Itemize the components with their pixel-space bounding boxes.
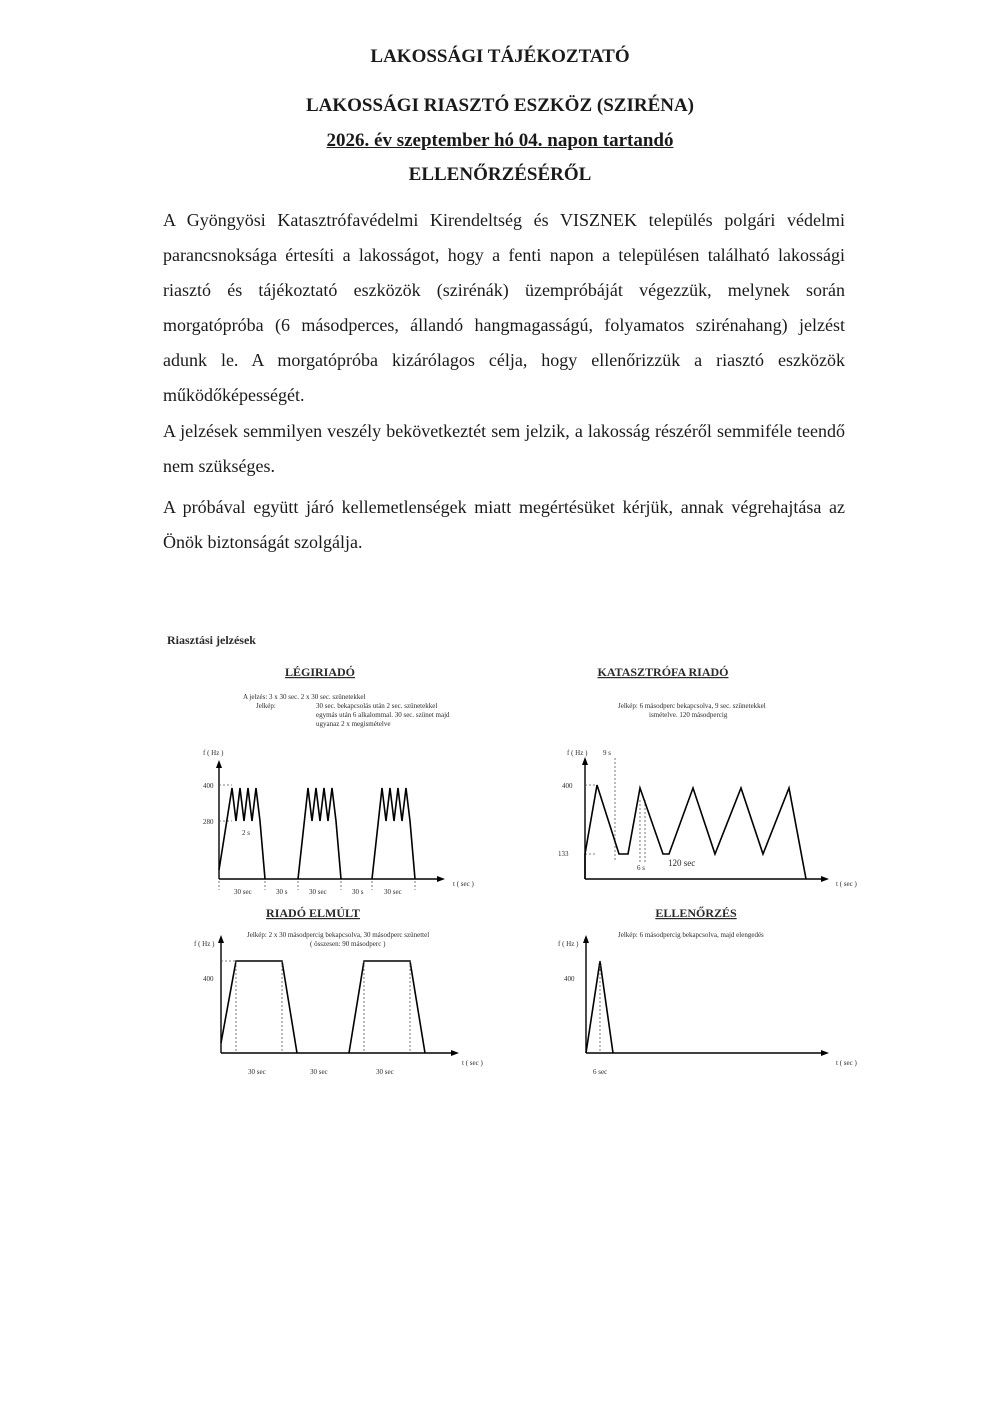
signals-section-title: Riasztási jelzések bbox=[167, 633, 256, 647]
subject-line: ELLENŐRZÉSÉRŐL bbox=[408, 164, 592, 185]
legiriado-desc-3: 30 sec. bekapcsolás után 2 sec. szünetekkel bbox=[316, 702, 438, 710]
ellenorzes-axis-f: f ( Hz ) bbox=[558, 940, 579, 948]
katasztrofa-diagram bbox=[558, 665, 857, 888]
riado-elmult-x-arrow bbox=[451, 1050, 459, 1056]
ellenorzes-wave bbox=[586, 961, 613, 1053]
legiriado-axis-f: f ( Hz ) bbox=[203, 749, 224, 757]
katasztrofa-desc-2: ismételve. 120 másodpercig bbox=[649, 711, 728, 719]
ellenorzes-x-label-1: 6 sec bbox=[593, 1068, 608, 1076]
riado-elmult-desc-1: Jelkép: 2 x 30 másodpercig bekapcsolva, 30 másodperc szünettel bbox=[247, 931, 430, 939]
paragraph-no-danger: A jelzések semmilyen veszély bekövetkeztét sem jelzik, a lakosság részéről semmiféle teendő nem szükséges. bbox=[163, 421, 845, 476]
legiriado-y-400: 400 bbox=[203, 782, 214, 790]
legiriado-x-label-4: 30 s bbox=[352, 888, 364, 896]
riado-elmult-axis-t: t ( sec ) bbox=[462, 1059, 483, 1067]
riado-elmult-x-label-3: 30 sec bbox=[376, 1068, 394, 1076]
signal-diagrams bbox=[0, 600, 1000, 1100]
riado-elmult-diagram bbox=[194, 906, 483, 1076]
ellenorzes-title: ELLENŐRZÉS bbox=[655, 906, 737, 920]
legiriado-y-280: 280 bbox=[203, 818, 214, 826]
katasztrofa-axis-t: t ( sec ) bbox=[836, 880, 857, 888]
katasztrofa-y-400: 400 bbox=[562, 782, 573, 790]
ellenorzes-x-arrow bbox=[821, 1050, 829, 1056]
katasztrofa-note-9s: 9 s bbox=[603, 749, 611, 757]
legiriado-x-label-2: 30 s bbox=[276, 888, 288, 896]
riado-elmult-axis-f: f ( Hz ) bbox=[194, 940, 215, 948]
ellenorzes-diagram bbox=[558, 905, 857, 1076]
katasztrofa-y-133: 133 bbox=[558, 850, 569, 858]
katasztrofa-y-arrow bbox=[582, 757, 588, 765]
legiriado-desc-4: egymás után 6 alkalommal. 30 sec. szünet majd bbox=[316, 711, 450, 719]
katasztrofa-title: KATASZTRÓFA RIADÓ bbox=[597, 665, 729, 679]
legiriado-desc-5: ugyanaz 2 x megismételve bbox=[316, 720, 391, 728]
riado-elmult-x-label-1: 30 sec bbox=[248, 1068, 266, 1076]
katasztrofa-note-6s: 6 s bbox=[637, 864, 645, 872]
katasztrofa-axis-f: f ( Hz ) bbox=[567, 749, 588, 757]
riado-elmult-y-arrow bbox=[218, 935, 224, 943]
paragraph-intro: A Gyöngyösi Katasztrófavédelmi Kirendeltség és VISZNEK település polgári védelmi parancsnoksága értesíti a lakosságot, hogy a fenti napon a településen található lakossági riasztó és tájékoztató eszközök (szirénák) üzempróbáját végezzük, melynek során morgatópróba (6 másodperces, állandó hangmagasságú, folyamatos szirénahang) jelzést adunk le. A morgatópróba kizárólagos célja, hogy ellenőrizzük a riasztó eszközök működőképességét. bbox=[163, 210, 845, 405]
ellenorzes-y-arrow bbox=[583, 935, 589, 943]
riado-elmult-desc-2: ( összesen: 90 másodperc ) bbox=[310, 940, 386, 948]
legiriado-y-arrow bbox=[216, 760, 222, 768]
riado-elmult-y-400: 400 bbox=[203, 975, 214, 983]
legiriado-x-label-5: 30 sec bbox=[384, 888, 402, 896]
legiriado-x-label-3: 30 sec bbox=[309, 888, 327, 896]
legiriado-x-label-1: 30 sec bbox=[234, 888, 252, 896]
legiriado-wave-2 bbox=[298, 788, 341, 879]
legiriado-note-2s: 2 s bbox=[242, 829, 250, 837]
ellenorzes-y-400: 400 bbox=[564, 975, 575, 983]
riado-elmult-title: RIADÓ ELMÚLT bbox=[266, 906, 360, 920]
legiriado-axis-t: t ( sec ) bbox=[453, 880, 474, 888]
katasztrofa-desc-1: Jelkép: 6 másodperc bekapcsolva, 9 sec. szünetekkel bbox=[618, 702, 766, 710]
legiriado-wave-3 bbox=[372, 788, 415, 879]
ellenorzes-desc-1: Jelkép: 6 másodpercig bekapcsolva, majd elengedés bbox=[618, 931, 764, 939]
katasztrofa-x-arrow bbox=[821, 876, 829, 882]
katasztrofa-note-120: 120 sec bbox=[668, 858, 696, 868]
riado-elmult-x-label-2: 30 sec bbox=[310, 1068, 328, 1076]
legiriado-x-arrow bbox=[437, 876, 445, 882]
riado-elmult-wave-1 bbox=[221, 961, 297, 1053]
paragraph-apology: A próbával együtt járó kellemetlenségek miatt megértésüket kérjük, annak végrehajtása az Önök biztonságát szolgálja. bbox=[163, 497, 845, 552]
riado-elmult-wave-2 bbox=[349, 961, 425, 1053]
legiriado-desc-2: Jelkép: bbox=[256, 702, 276, 710]
notice-title: LAKOSSÁGI TÁJÉKOZTATÓ bbox=[370, 46, 630, 67]
katasztrofa-wave bbox=[585, 785, 806, 879]
legiriado-title: LÉGIRIADÓ bbox=[284, 665, 356, 679]
device-title: LAKOSSÁGI RIASZTÓ ESZKÖZ (SZIRÉNA) bbox=[305, 95, 695, 116]
legiriado-diagram bbox=[203, 665, 474, 896]
date-line: 2026. év szeptember hó 04. napon tartandó bbox=[326, 130, 674, 151]
ellenorzes-axis-t: t ( sec ) bbox=[836, 1059, 857, 1067]
legiriado-desc-1: A jelzés: 3 x 30 sec. 2 x 30 sec. szünetekkel bbox=[243, 693, 366, 701]
